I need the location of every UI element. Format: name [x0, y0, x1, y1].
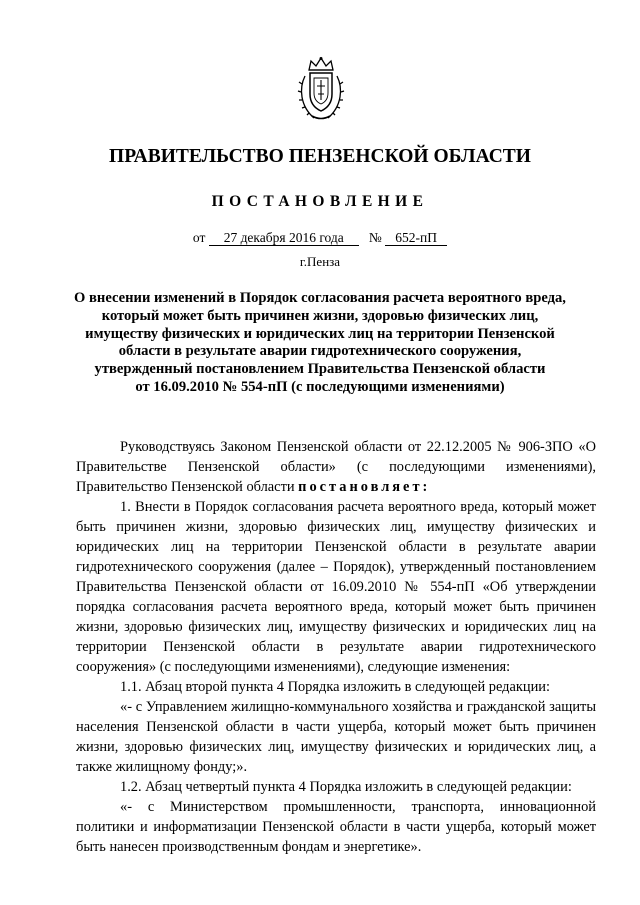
subject-line: который может быть причинен жизни, здоровью физических лиц, — [101, 307, 539, 324]
quote-1: «- с Управлением жилищно-коммунального хозяйства и гражданской защиты населения Пензенской области в части ущерба, который может быть причинен жизни, здоровью физических лиц, имуществу физических и юридических лиц, а также жилищному фонду;». — [76, 699, 596, 775]
government-title: ПРАВИТЕЛЬСТВО ПЕНЗЕНСКОЙ ОБЛАСТИ — [109, 146, 531, 167]
paragraph-1-1: 1.1. Абзац второй пункта 4 Порядка изложить в следующей редакции: — [120, 679, 550, 695]
document-number: 652-пП — [385, 231, 447, 246]
document-body — [76, 437, 596, 857]
date-number-line — [0, 230, 640, 246]
document-date: 27 декабря 2016 года — [209, 231, 359, 246]
quote-2: «- с Министерством промышленности, транспорта, инновационной политики и информатизации Пензенской области в части ущерба, который может быть нанесен производственным фондам и энергетике». — [76, 799, 596, 855]
preamble-text: Руководствуясь Законом Пензенской области от 22.12.2005 № 906-ЗПО «О Правительстве Пензенской области» (с последующими изменениями), Правительство Пензенской области — [76, 439, 596, 495]
resolves-word: постановляет: — [298, 479, 431, 495]
preamble-paragraph — [76, 437, 596, 497]
subject-line: от 16.09.2010 № 554-пП (с последующими изменениями) — [135, 378, 505, 395]
paragraph-1-2: 1.2. Абзац четвертый пункта 4 Порядка изложить в следующей редакции: — [120, 779, 572, 795]
number-prefix: № — [368, 230, 382, 245]
subject-line: области в результате аварии гидротехнического сооружения, — [118, 343, 522, 360]
document-subject — [70, 290, 570, 397]
paragraph-1: 1. Внести в Порядок согласования расчета вероятного вреда, который может быть причинен жизни, здоровью физических лиц, имуществу физических и юридических лиц на территории Пензенской области в результате аварии гидротехнического сооружения (далее – Порядок), утвержденный постановлением Правительства Пензенской области от 16.09.2010 № 554-пП «Об утверждении порядка согласования расчета вероятного вреда, который может быть причинен жизни, здоровью физических лиц, имуществу физических и юридических лиц на территории Пензенской области в результате аварии гидротехнического сооружения» (с последующими изменениями), следующие изменения: — [76, 499, 596, 675]
city: г.Пенза — [299, 254, 341, 269]
date-prefix: от — [192, 230, 206, 245]
subject-line: утвержденный постановлением Правительства Пензенской области — [94, 361, 546, 378]
coat-of-arms-emblem — [296, 56, 346, 122]
subject-line: О внесении изменений в Порядок согласования расчета вероятного вреда, — [74, 290, 566, 306]
subject-line: имуществу физических и юридических лиц на территории Пензенской — [85, 325, 555, 342]
document-type: ПОСТАНОВЛЕНИЕ — [211, 193, 429, 210]
